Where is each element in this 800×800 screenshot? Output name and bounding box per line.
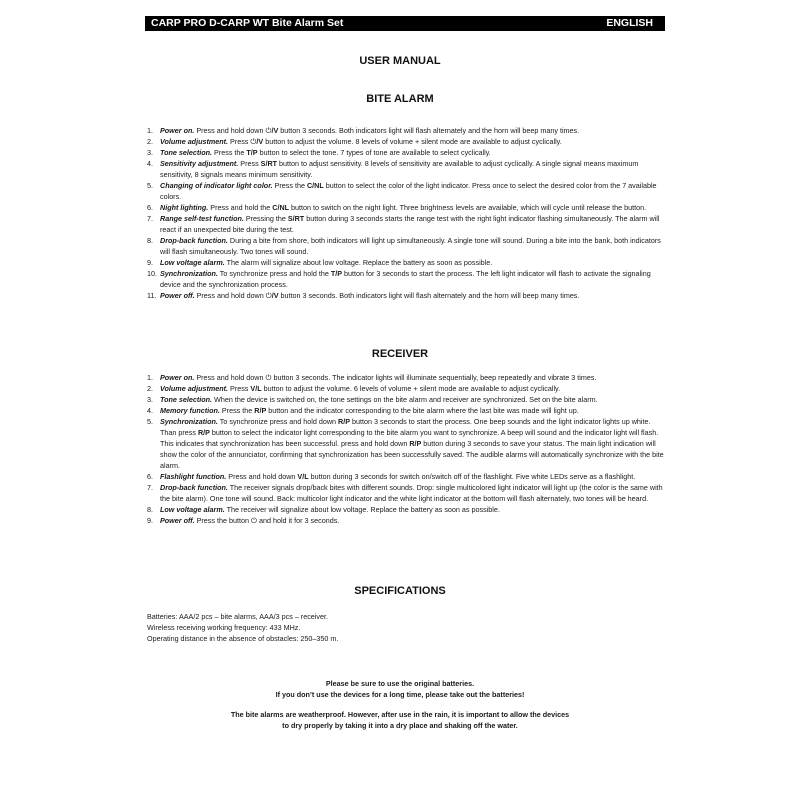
item-text: The alarm will signalize about low voltage. Replace the battery as soon as possible. bbox=[224, 258, 493, 267]
item-number: 5. bbox=[147, 417, 153, 426]
manual-title: USER MANUAL bbox=[359, 55, 441, 67]
item-number: 3. bbox=[147, 148, 153, 157]
receiver-list bbox=[147, 372, 667, 526]
item-number: 1. bbox=[147, 373, 153, 382]
item-title: Tone selection. bbox=[160, 395, 213, 404]
item-text: The receiver will signalize about low voltage. Replace the battery as soon as possible. bbox=[224, 505, 500, 514]
item-title: Synchronization. bbox=[160, 417, 218, 426]
item-text: Press the bbox=[219, 406, 255, 415]
item-text: button and the indicator corresponding to the bite alarm where the last bite was made will light up. bbox=[266, 406, 579, 415]
power-symbol-icon: ⏻ bbox=[250, 137, 257, 146]
item-title: Memory function. bbox=[160, 406, 220, 415]
item-number: 7. bbox=[147, 483, 153, 492]
item-number: 11. bbox=[147, 291, 157, 300]
item-number: 2. bbox=[147, 137, 153, 146]
item-number: 1. bbox=[147, 126, 153, 135]
bite-alarm-item bbox=[147, 213, 667, 235]
item-text: Press the bbox=[272, 181, 307, 190]
button-code: R/P bbox=[254, 406, 267, 415]
item-title: Night lighting. bbox=[160, 203, 209, 212]
button-code: R/P bbox=[338, 417, 351, 426]
item-text: To synchronize press and hold down bbox=[217, 417, 339, 426]
item-text: button during 3 seconds for switch on/switch off of the flashlight. Five white LEDs serve as a flashlight. bbox=[308, 472, 636, 481]
button-code: /V bbox=[271, 126, 279, 135]
receiver-item bbox=[147, 383, 667, 394]
power-symbol-icon: ⏻ bbox=[250, 516, 257, 525]
button-code: V/L bbox=[250, 384, 262, 393]
specifications-heading: SPECIFICATIONS bbox=[354, 585, 446, 597]
item-title: Power off. bbox=[160, 291, 195, 300]
receiver-item bbox=[147, 504, 667, 515]
item-number: 3. bbox=[147, 395, 153, 404]
item-number: 10. bbox=[147, 269, 157, 278]
item-text: Press bbox=[238, 159, 261, 168]
receiver-item bbox=[147, 482, 667, 504]
weather-notice bbox=[0, 709, 800, 731]
bite-alarm-item bbox=[147, 235, 667, 257]
button-code: C/NL bbox=[272, 203, 290, 212]
item-text: button to adjust the volume. 8 levels of volume + silent mode are available to adjust cyclically. bbox=[263, 137, 562, 146]
item-text: button 3 seconds to start the process. One beep sounds and the light indicator lights up white. Than press bbox=[160, 417, 651, 437]
item-number: 8. bbox=[147, 505, 153, 514]
item-text: Pressing the bbox=[243, 214, 288, 223]
bite-alarm-item bbox=[147, 257, 667, 268]
button-code: S/RT bbox=[287, 214, 305, 223]
battery-notice-line-2: If you don’t use the devices for a long time, please take out the batteries! bbox=[275, 690, 525, 699]
item-number: 7. bbox=[147, 214, 153, 223]
button-code: S/RT bbox=[260, 159, 278, 168]
item-text: Press and hold down bbox=[194, 373, 266, 382]
weather-notice-line-1: The bite alarms are weatherproof. However, after use in the rain, it is important to allow the devices bbox=[230, 710, 570, 719]
spec-frequency: Wireless receiving working frequency: 433 MHz. bbox=[147, 623, 301, 632]
item-title: Volume adjustment. bbox=[160, 137, 229, 146]
item-title: Synchronization. bbox=[160, 269, 218, 278]
item-title: Power off. bbox=[160, 516, 195, 525]
item-number: 4. bbox=[147, 406, 153, 415]
item-text: Press bbox=[228, 384, 251, 393]
receiver-item bbox=[147, 372, 667, 383]
item-text: button to select the indicator light corresponding to the bite alarm you want to synchronize. A beep will sound and the indicator light will flash. This indicates that synchronization has been successful. press and hold down bbox=[160, 428, 659, 448]
bite-alarm-list bbox=[147, 125, 667, 301]
spec-batteries: Batteries: AAA/2 pcs – bite alarms, AAA/3 pcs – receiver. bbox=[147, 612, 328, 621]
item-text: Press and hold the bbox=[208, 203, 273, 212]
item-text: and hold it for 3 seconds. bbox=[256, 516, 340, 525]
button-code: T/P bbox=[246, 148, 258, 157]
item-title: Power on. bbox=[160, 126, 195, 135]
item-number: 2. bbox=[147, 384, 153, 393]
item-number: 5. bbox=[147, 181, 153, 190]
button-code: /V bbox=[256, 137, 264, 146]
item-text: Press bbox=[228, 137, 251, 146]
specifications-list bbox=[147, 611, 667, 644]
button-code: C/NL bbox=[306, 181, 324, 190]
item-text: button 3 seconds. Both indicators light will flash alternately and the horn will beep many times. bbox=[278, 291, 580, 300]
item-title: Flashlight function. bbox=[160, 472, 227, 481]
item-number: 9. bbox=[147, 258, 153, 267]
bite-alarm-item bbox=[147, 180, 667, 202]
item-text: button to switch on the night light. Three brightness levels are available, which will cycle until release the button. bbox=[289, 203, 647, 212]
item-text: Press the bbox=[212, 148, 247, 157]
receiver-item bbox=[147, 416, 667, 471]
bite-alarm-item bbox=[147, 136, 667, 147]
bite-alarm-heading: BITE ALARM bbox=[366, 93, 434, 105]
button-code: R/P bbox=[409, 439, 422, 448]
header-bar bbox=[145, 16, 665, 31]
power-symbol-icon: ⏻ bbox=[265, 126, 272, 135]
item-title: Tone selection. bbox=[160, 148, 213, 157]
receiver-item bbox=[147, 394, 667, 405]
item-text: Press and hold down bbox=[194, 126, 266, 135]
battery-notice bbox=[0, 678, 800, 700]
button-code: V/L bbox=[297, 472, 309, 481]
item-text: When the device is switched on, the tone settings on the bite alarm and receiver are synchronized. Set on the bite alarm. bbox=[212, 395, 598, 404]
product-title: CARP PRO D-CARP WT Bite Alarm Set bbox=[151, 17, 344, 29]
item-title: Drop-back function. bbox=[160, 483, 228, 492]
item-title: Sensitivity adjustment. bbox=[160, 159, 239, 168]
item-text: Press the button bbox=[194, 516, 251, 525]
receiver-item bbox=[147, 515, 667, 526]
item-text: To synchronize press and hold the bbox=[217, 269, 331, 278]
bite-alarm-item bbox=[147, 290, 667, 301]
item-text: button during 3 seconds to save your status. The main light indication will show the color of the annunciator, confirming that synchronization has been successfully saved. The audible alarms will automatically synchronize with the bite alarm. bbox=[160, 439, 664, 470]
item-text: Press and hold down bbox=[194, 291, 266, 300]
battery-notice-line-1: Please be sure to use the original batteries. bbox=[325, 679, 475, 688]
language-label: ENGLISH bbox=[606, 17, 653, 29]
item-title: Range self-test function. bbox=[160, 214, 244, 223]
item-number: 6. bbox=[147, 472, 153, 481]
item-text: button during 3 seconds starts the range test with the right light indicator flashing simultaneously. The alarm will react if an unexpected bite during the test. bbox=[160, 214, 660, 234]
item-number: 8. bbox=[147, 236, 153, 245]
bite-alarm-item bbox=[147, 202, 667, 213]
item-text: button to select the tone. 7 types of tone are available to select cyclically. bbox=[257, 148, 491, 157]
item-text: button to adjust sensitivity. 8 levels of sensitivity are available to adjust cyclically. A single signal means maximum sensitivity, 8 signals means minimum sensitivity. bbox=[160, 159, 639, 179]
item-text: During a bite from shore, both indicators will light up simultaneously. A single tone will sound. During a bite into the bank, both indicators will flash simultaneously. Two tones will sound. bbox=[160, 236, 661, 256]
bite-alarm-item bbox=[147, 158, 667, 180]
item-title: Power on. bbox=[160, 373, 195, 382]
item-text: button to adjust the volume. 6 levels of volume + silent mode are available to adjust cyclically. bbox=[261, 384, 561, 393]
button-code: T/P bbox=[330, 269, 343, 278]
receiver-item bbox=[147, 471, 667, 482]
item-title: Low voltage alarm. bbox=[160, 258, 225, 267]
item-text: button 3 seconds. Both indicators light will flash alternately and the horn will beep many times. bbox=[278, 126, 580, 135]
item-number: 9. bbox=[147, 516, 153, 525]
item-text: The receiver signals drop/back bites with different sounds. Drop: single multicolored light indicator will light up (the color is the same with the bite alarm). One tone will sound. Back: multicolor light indicator and the white light indicator at the bottom will flash alternately, two tones will be heard. bbox=[160, 483, 663, 503]
item-title: Low voltage alarm. bbox=[160, 505, 225, 514]
bite-alarm-item bbox=[147, 147, 667, 158]
button-code: R/P bbox=[197, 428, 210, 437]
bite-alarm-item bbox=[147, 268, 667, 290]
item-title: Changing of indicator light color. bbox=[160, 181, 273, 190]
item-title: Volume adjustment. bbox=[160, 384, 229, 393]
item-title: Drop-back function. bbox=[160, 236, 228, 245]
bite-alarm-item bbox=[147, 125, 667, 136]
item-number: 4. bbox=[147, 159, 153, 168]
item-text: Press and hold down bbox=[226, 472, 298, 481]
item-number: 6. bbox=[147, 203, 153, 212]
button-code: /V bbox=[271, 291, 279, 300]
receiver-item bbox=[147, 405, 667, 416]
item-text: button 3 seconds. The indicator lights will illuminate sequentially, beep repeatedly and vibrate 3 times. bbox=[271, 373, 597, 382]
item-text: button to select the color of the light indicator. Press once to select the desired color from the 7 available colors. bbox=[160, 181, 657, 201]
power-symbol-icon: ⏻ bbox=[265, 373, 272, 382]
weather-notice-line-2: to dry properly by taking it into a dry place and shaking off the water. bbox=[282, 721, 518, 730]
item-text: button for 3 seconds to start the process. The left light indicator will flash to activate the signaling device and the synchronization process. bbox=[160, 269, 651, 289]
power-symbol-icon: ⏻ bbox=[265, 291, 272, 300]
spec-distance: Operating distance in the absence of obstacles: 250–350 m. bbox=[147, 634, 339, 643]
receiver-heading: RECEIVER bbox=[371, 348, 429, 360]
